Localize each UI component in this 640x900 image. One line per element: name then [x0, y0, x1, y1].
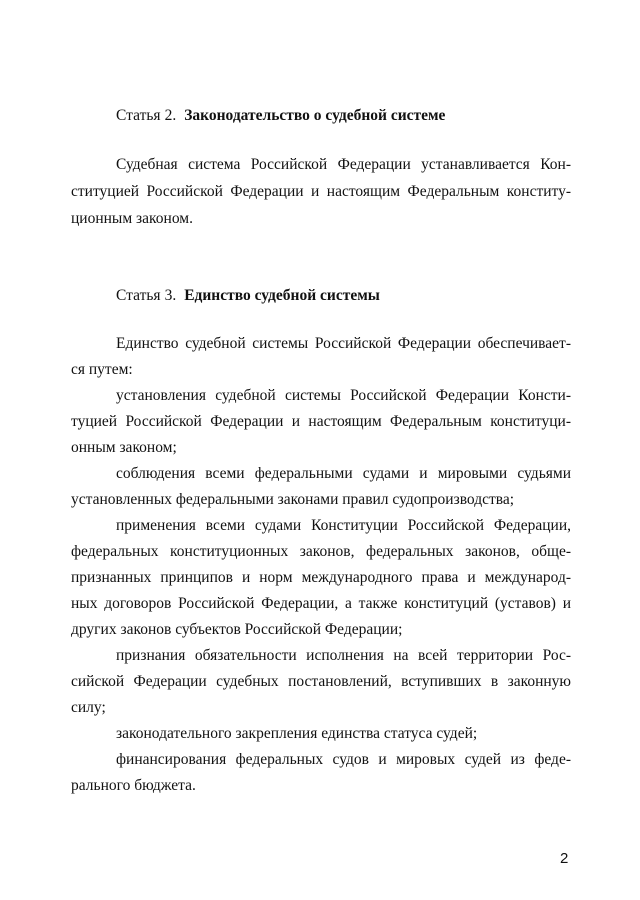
article-3-line: онным законом; [71, 439, 177, 456]
article-3-line: признания обязательности исполнения на всей территории Рос- [116, 647, 571, 664]
article-3-line: законодательного закрепления единства статуса судей; [116, 725, 478, 742]
article-3-heading [116, 286, 380, 306]
article-2-line: Судебная система Российской Федерации устанавливается Кон- [116, 156, 571, 173]
article-3-line: признанных принципов и норм международного права и международ- [71, 569, 571, 586]
article-2-title: Законодательство о судебной системе [184, 107, 446, 124]
article-3-line: силу; [71, 699, 106, 716]
article-3-line: финансирования федеральных судов и мировых судей из феде- [116, 751, 571, 768]
article-3-line: применения всеми судами Конституции Российской Федерации, [116, 517, 571, 534]
article-3-line: Единство судебной системы Российской Федерации обеспечивает- [116, 335, 571, 352]
article-2-line: ционным законом. [71, 210, 193, 227]
article-3-line: рального бюджета. [71, 777, 196, 794]
article-2-line: ституцией Российской Федерации и настоящим Федеральным конститу- [71, 183, 571, 200]
article-3-line: соблюдения всеми федеральными судами и мировыми судьями [116, 465, 571, 482]
page-number: 2 [560, 850, 569, 867]
article-3-number: 3. [164, 287, 177, 304]
article-2-number: 2. [164, 107, 177, 124]
article-3-line: установленных федеральными законами правил судопроизводства; [71, 491, 515, 508]
article-3-line: ся путем: [71, 361, 133, 378]
article-3-line: установления судебной системы Российской Федерации Консти- [116, 387, 571, 404]
article-2-heading [116, 106, 445, 126]
article-3-line: других законов субъектов Российской Федерации; [71, 621, 403, 638]
article-3-line: федеральных конституционных законов, федеральных законов, обще- [71, 543, 571, 560]
article-3-line: сийской Федерации судебных постановлений, вступивших в законную [71, 673, 571, 690]
article-3-line: ных договоров Российской Федерации, а также конституций (уставов) и [71, 595, 571, 612]
article-3-label: Статья [116, 287, 161, 304]
article-3-line: туцией Российской Федерации и настоящим Федеральным конституци- [71, 413, 571, 430]
article-2-label: Статья [116, 107, 161, 124]
article-3-title: Единство судебной системы [184, 287, 380, 304]
